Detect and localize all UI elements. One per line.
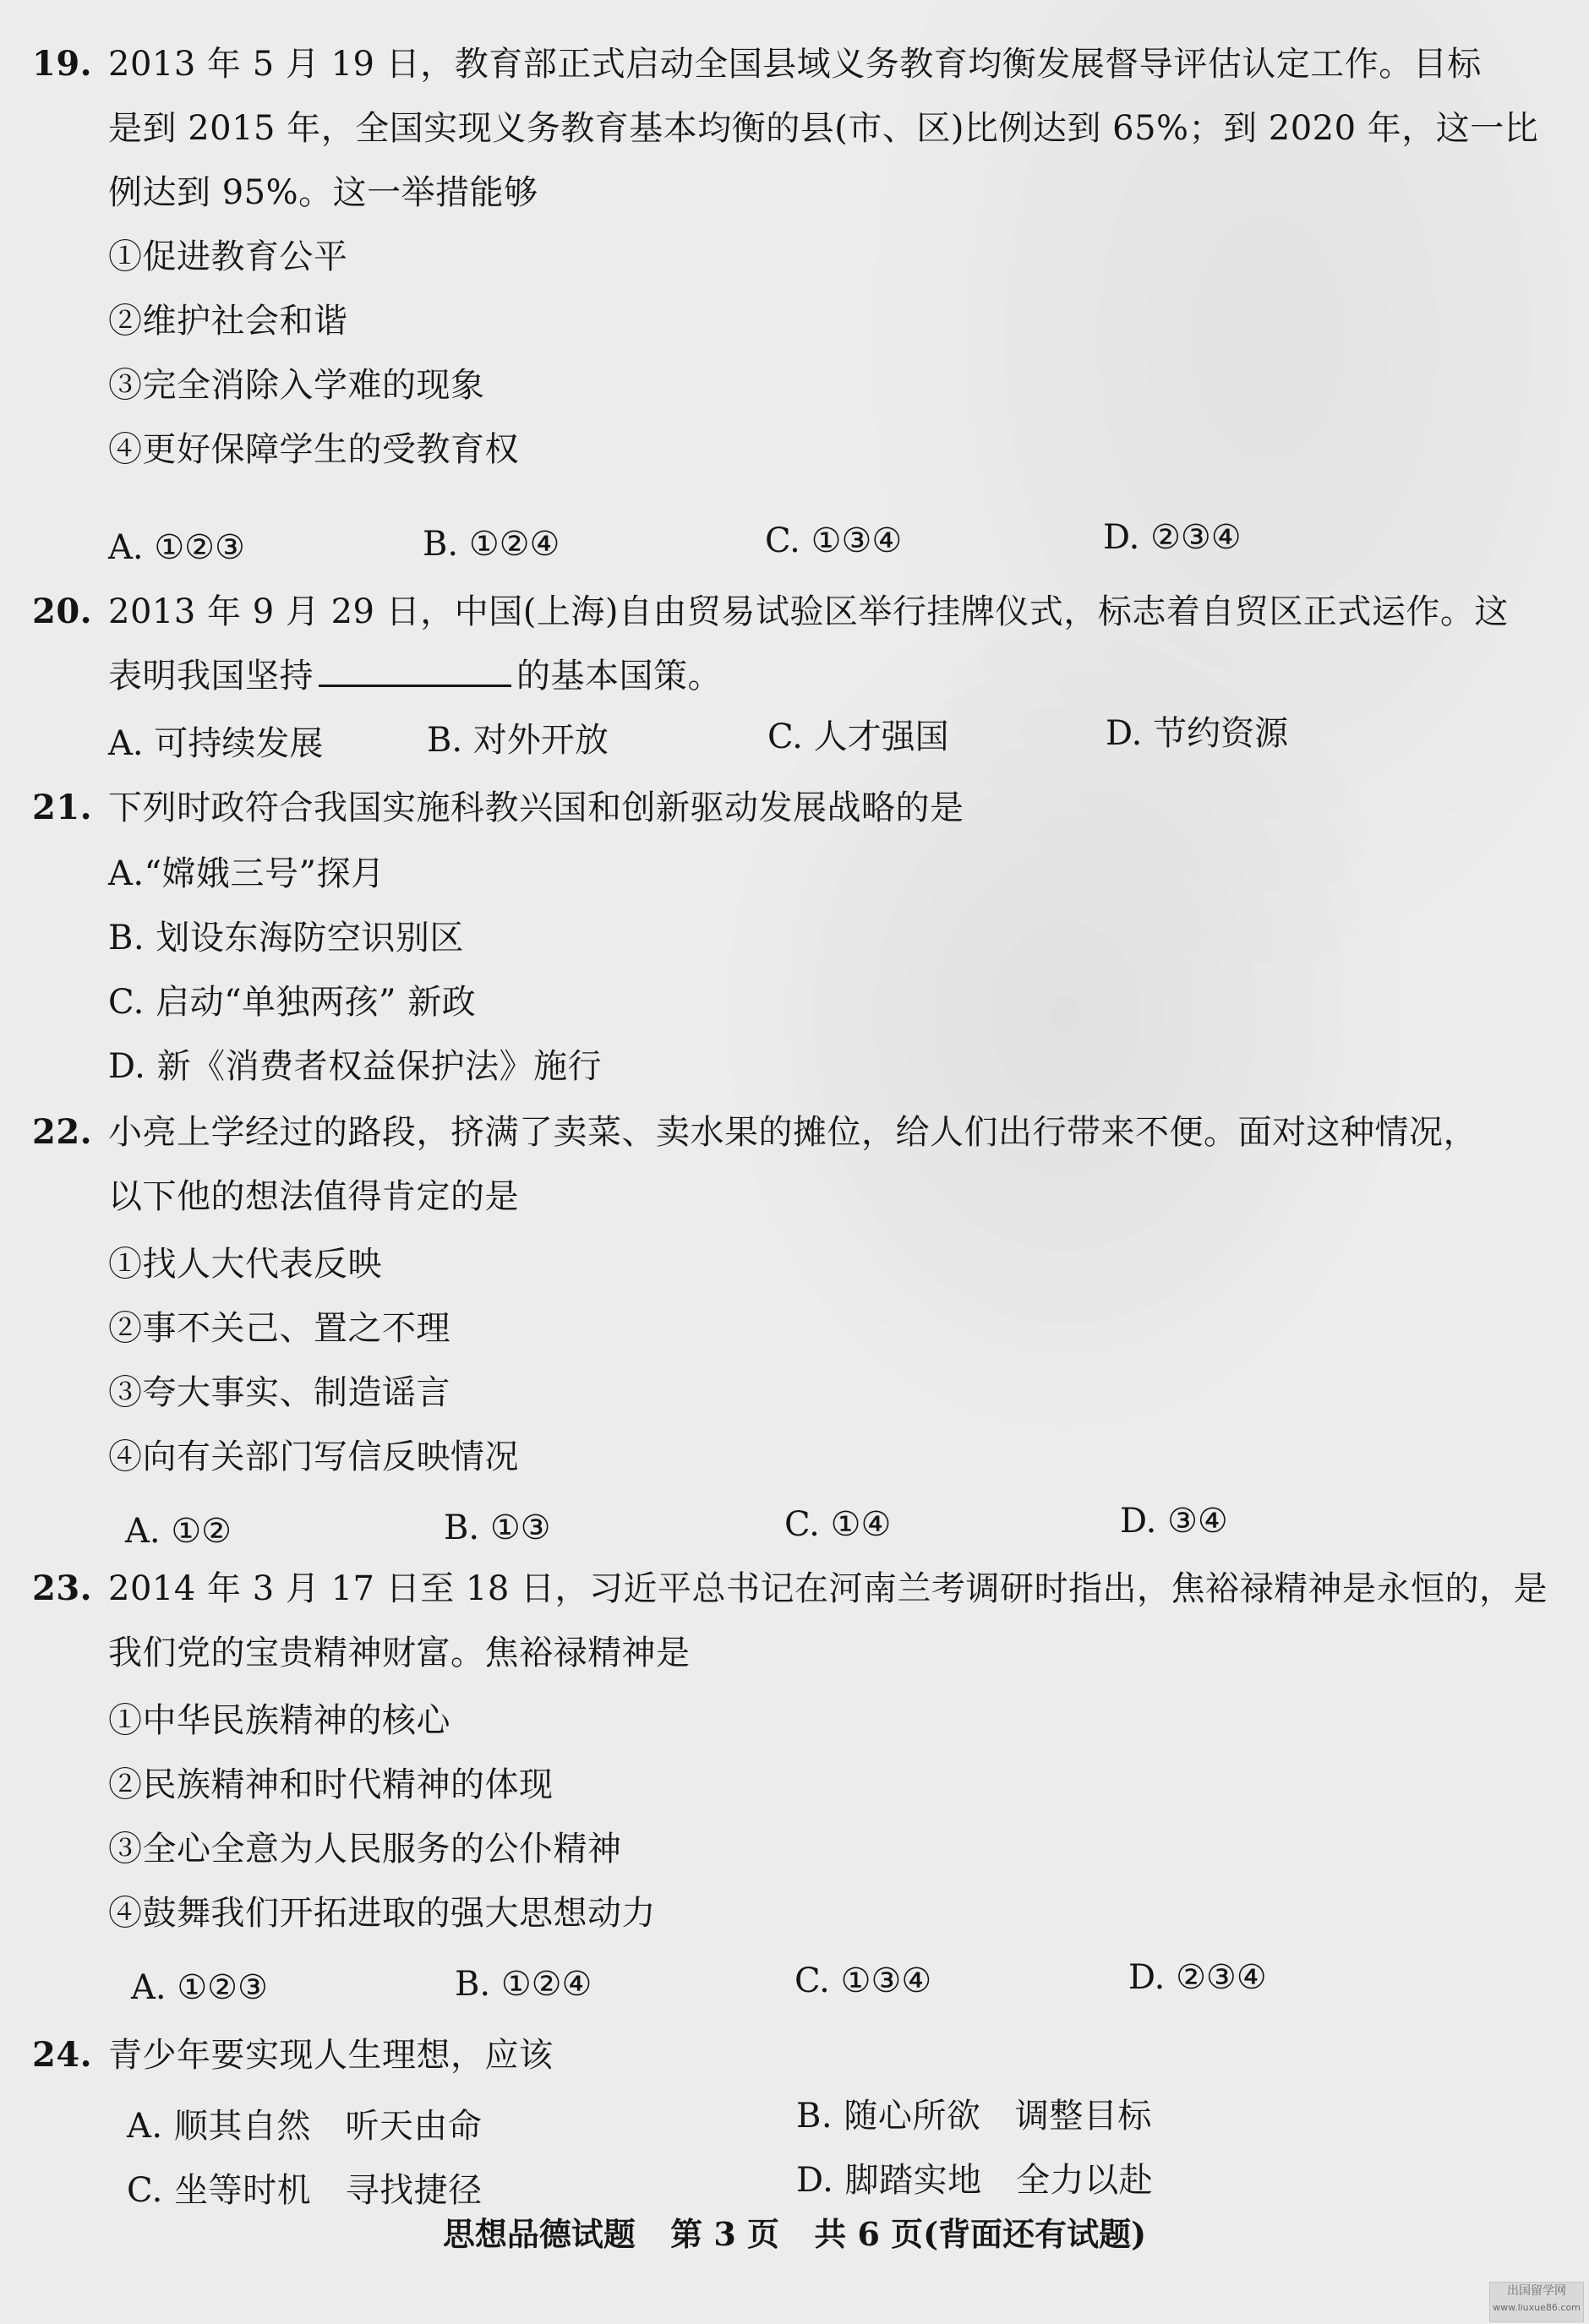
q20-choice-c: C. 人才强国 (767, 717, 949, 756)
q21-choice-b: B. 划设东海防空识别区 (108, 919, 464, 957)
q23-item-4: ④鼓舞我们开拓进取的强大思想动力 (108, 1894, 656, 1933)
q24-choice-b: B. 随心所欲 调整目标 (796, 2097, 1152, 2136)
q19-choice-c: C. ①③④ (765, 521, 903, 560)
q24-choice-a: A. 顺其自然 听天由命 (127, 2107, 483, 2146)
q19-choice-b: B. ①②④ (423, 525, 560, 564)
q23-item-3: ③全心全意为人民服务的公仆精神 (108, 1830, 622, 1868)
q22-choice-b: B. ①③ (444, 1508, 551, 1547)
footer-page-number: 第 3 页 (670, 2215, 780, 2253)
q20-stem-after-blank: 的基本国策。 (516, 657, 722, 696)
page-footer (0, 2214, 1589, 2255)
q21-number: 21. (32, 788, 93, 827)
q23-choice-d: D. ②③④ (1128, 1958, 1267, 1997)
q19-item-4: ④更好保障学生的受教育权 (108, 430, 519, 469)
q20-number: 20. (32, 592, 93, 631)
watermark-line-1: 出国留学网 (1507, 2284, 1566, 2298)
q22-item-2: ②事不关己、置之不理 (108, 1309, 450, 1348)
q23-choice-c: C. ①③④ (794, 1961, 932, 2000)
q21-choice-d: D. 新《消费者权益保护法》施行 (108, 1047, 603, 1086)
footer-total-pages: 共 6 页 (814, 2215, 924, 2253)
q22-choice-d: D. ③④ (1120, 1502, 1228, 1541)
q24-choice-c: C. 坐等时机 寻找捷径 (127, 2171, 483, 2210)
q24-number: 24. (32, 2035, 93, 2075)
q19-item-3: ③完全消除入学难的现象 (108, 366, 485, 405)
q22-number: 22. (32, 1112, 93, 1152)
q23-item-1: ①中华民族精神的核心 (108, 1701, 450, 1740)
q20-stem-line-2 (108, 656, 722, 696)
watermark-line-2: www.liuxue86.com (1493, 2302, 1581, 2313)
q20-choice-b: B. 对外开放 (427, 721, 609, 760)
q24-stem-line-1: 青少年要实现人生理想，应该 (108, 2036, 554, 2075)
q22-choice-a: A. ①② (125, 1512, 232, 1551)
q19-stem-line-2: 是到 2015 年，全国实现义务教育基本均衡的县(市、区)比例达到 65%；到 2020 年，这一比 (108, 109, 1539, 148)
q19-item-2: ②维护社会和谐 (108, 302, 348, 341)
q23-item-2: ②民族精神和时代精神的体现 (108, 1765, 554, 1804)
q23-choice-b: B. ①②④ (455, 1965, 592, 2004)
q23-choice-a: A. ①②③ (131, 1968, 268, 2007)
q22-stem-line-2: 以下他的想法值得肯定的是 (108, 1177, 519, 1216)
q19-number: 19. (32, 44, 93, 84)
q22-choice-c: C. ①④ (784, 1505, 892, 1544)
q19-stem-line-3: 例达到 95%。这一举措能够 (108, 173, 538, 212)
q23-stem-line-2: 我们党的宝贵精神财富。焦裕禄精神是 (108, 1634, 691, 1672)
q19-choice-a: A. ①②③ (108, 528, 245, 567)
q21-choice-a: A.“嫦娥三号”探月 (108, 854, 385, 893)
q22-item-3: ③夸大事实、制造谣言 (108, 1373, 450, 1412)
q21-choice-c: C. 启动“单独两孩” 新政 (108, 983, 477, 1022)
q20-choice-a: A. 可持续发展 (108, 724, 324, 763)
q22-item-1: ①找人大代表反映 (108, 1245, 382, 1284)
q23-number: 23. (32, 1568, 93, 1608)
site-watermark (1489, 2282, 1584, 2322)
q24-choice-d: D. 脚踏实地 全力以赴 (796, 2161, 1154, 2200)
q22-item-4: ④向有关部门写信反映情况 (108, 1437, 519, 1476)
q23-stem-line-1: 2014 年 3 月 17 日至 18 日，习近平总书记在河南兰考调研时指出，焦裕禄精神是永恒的，是 (108, 1569, 1548, 1608)
footer-note: (背面还有试题) (923, 2215, 1147, 2253)
q19-stem-line-1: 2013 年 5 月 19 日，教育部正式启动全国县域义务教育均衡发展督导评估认定工作。目标 (108, 45, 1482, 84)
q22-stem-line-1: 小亮上学经过的路段，挤满了卖菜、卖水果的摊位，给人们出行带来不便。面对这种情况， (108, 1113, 1477, 1152)
q19-choice-d: D. ②③④ (1103, 518, 1242, 557)
q20-stem-line-1: 2013 年 9 月 29 日，中国(上海)自由贸易试验区举行挂牌仪式，标志着自贸区正式运作。这 (108, 592, 1509, 631)
q21-stem-line-1: 下列时政符合我国实施科教兴国和创新驱动发展战略的是 (108, 788, 964, 827)
q20-answer-blank (319, 659, 511, 687)
q20-stem-before-blank: 表明我国坚持 (108, 657, 314, 696)
footer-subject: 思想品德试题 (442, 2215, 636, 2253)
q19-item-1: ①促进教育公平 (108, 237, 348, 276)
q20-choice-d: D. 节约资源 (1106, 714, 1289, 753)
